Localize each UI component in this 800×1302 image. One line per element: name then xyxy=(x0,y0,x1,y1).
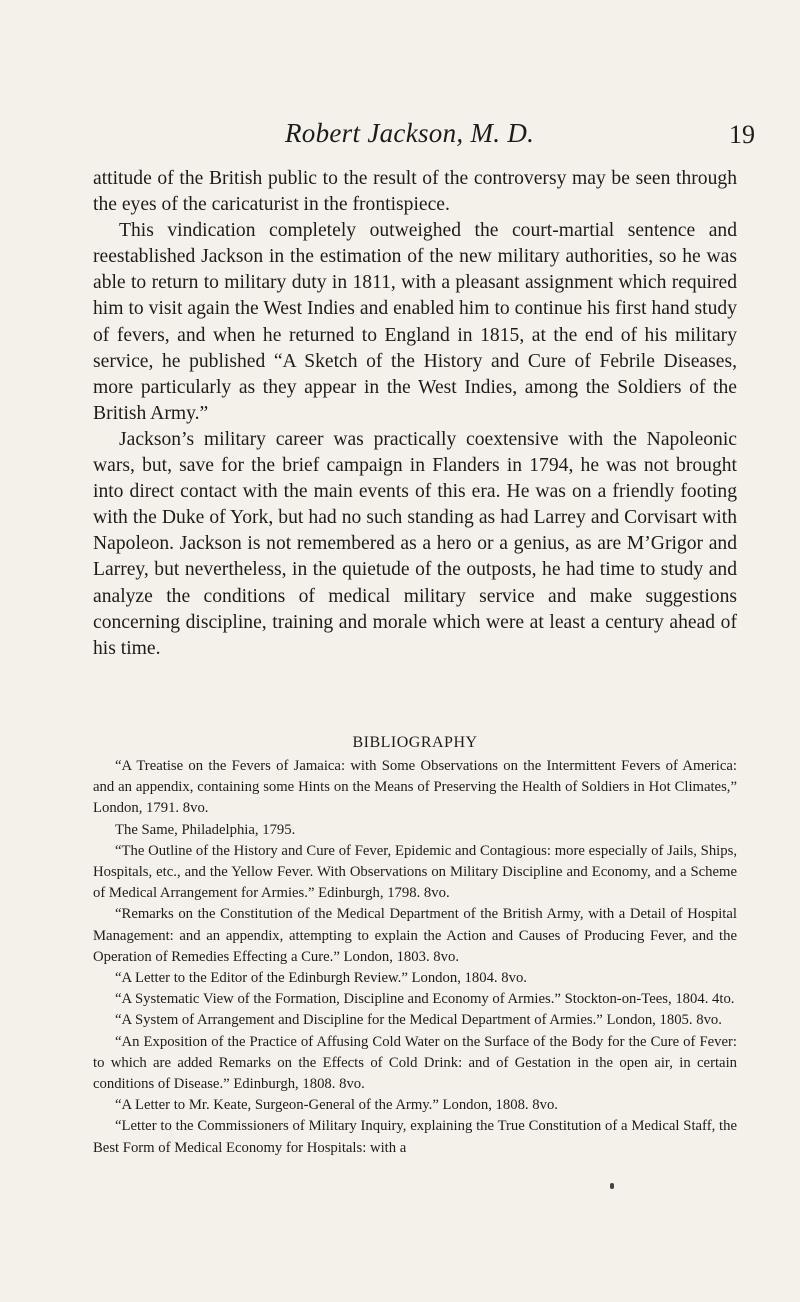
ink-speck xyxy=(610,1183,614,1189)
body-text xyxy=(93,166,737,662)
running-title: Robert Jackson, M. D. xyxy=(285,118,535,148)
bibliography-entry: “A Letter to the Editor of the Edinburgh Review.” London, 1804. 8vo. xyxy=(115,970,527,987)
bibliography-entry: “The Outline of the History and Cure of Fever, Epidemic and Contagious: more especially of Jails, Ships, Hospitals, etc., and the Yellow Fever. With Observations on Military Discipline and Economy, and a Scheme of Medical Arrangement for Armies.” Edinburgh, 1798. 8vo. xyxy=(93,842,737,902)
paragraph: This vindication completely outweighed the court-martial sentence and reestablished Jackson in the estimation of the new military authorities, so he was able to return to military duty in 1811, with a pleasant assignment which required him to visit again the West Indies and enabled him to continue his first hand study of fevers, and when he returned to England in 1815, at the end of his military service, he published “A Sketch of the History and Cure of Febrile Diseases, more particularly as they appear in the West Indies, among the Soldiers of the British Army.” xyxy=(93,220,737,424)
page-header xyxy=(95,118,755,158)
bibliography-entry: The Same, Philadelphia, 1795. xyxy=(115,821,296,838)
bibliography-entry: “A Treatise on the Fevers of Jamaica: with Some Observations on the Intermittent Fevers of America: and an appendix, containing some Hints on the Means of Preserving the Health of Soldiers in Hot Climates,” London, 1791. 8vo. xyxy=(93,758,737,817)
bibliography-heading: BIBLIOGRAPHY xyxy=(352,734,478,751)
bibliography-entry: “Letter to the Commissioners of Military Inquiry, explaining the True Constitution of a Medical Staff, the Best Form of Medical Economy for Hospitals: with a xyxy=(93,1118,737,1156)
bibliography-entry: “A System of Arrangement and Discipline for the Medical Department of Armies.” London, 1805. 8vo. xyxy=(115,1012,722,1029)
bibliography-entry: “A Letter to Mr. Keate, Surgeon-General of the Army.” London, 1808. 8vo. xyxy=(115,1097,558,1114)
paragraph: attitude of the British public to the result of the controversy may be seen through the eyes of the caricaturist in the frontispiece. xyxy=(93,168,737,216)
bibliography-entry: “A Systematic View of the Formation, Discipline and Economy of Armies.” Stockton-on-Tees, 1804. 4to. xyxy=(115,991,735,1008)
bibliography-entry: “An Exposition of the Practice of Affusing Cold Water on the Surface of the Body for the Cure of Fever: to which are added Remarks on the Effects of Cold Drink: and of Gestation in the open air, in certain conditions of Disease.” Edinburgh, 1808. 8vo. xyxy=(93,1033,737,1093)
bibliography-entry: “Remarks on the Constitution of the Medical Department of the British Army, with a Detail of Hospital Management: and an appendix, attempting to explain the Action and Causes of Producing Fever, and the Operation of Remedies Effecting a Cure.” London, 1803. 8vo. xyxy=(93,906,737,965)
page-number: 19 xyxy=(729,120,755,149)
paragraph: Jackson’s military career was practically coextensive with the Napoleonic wars, but, save for the brief campaign in Flanders in 1794, he was not brought into direct contact with the main events of this era. He was on a friendly footing with the Duke of York, but had no such standing as had Larrey and Corvisart with Napoleon. Jackson is not remembered as a hero or a genius, as are M’Grigor and Larrey, but nevertheless, in the quietude of the outposts, he had time to study and analyze the conditions of medical military service and make suggestions concerning discipline, training and morale which were at least a century ahead of his time. xyxy=(93,428,737,659)
bibliography-section xyxy=(93,733,737,1159)
